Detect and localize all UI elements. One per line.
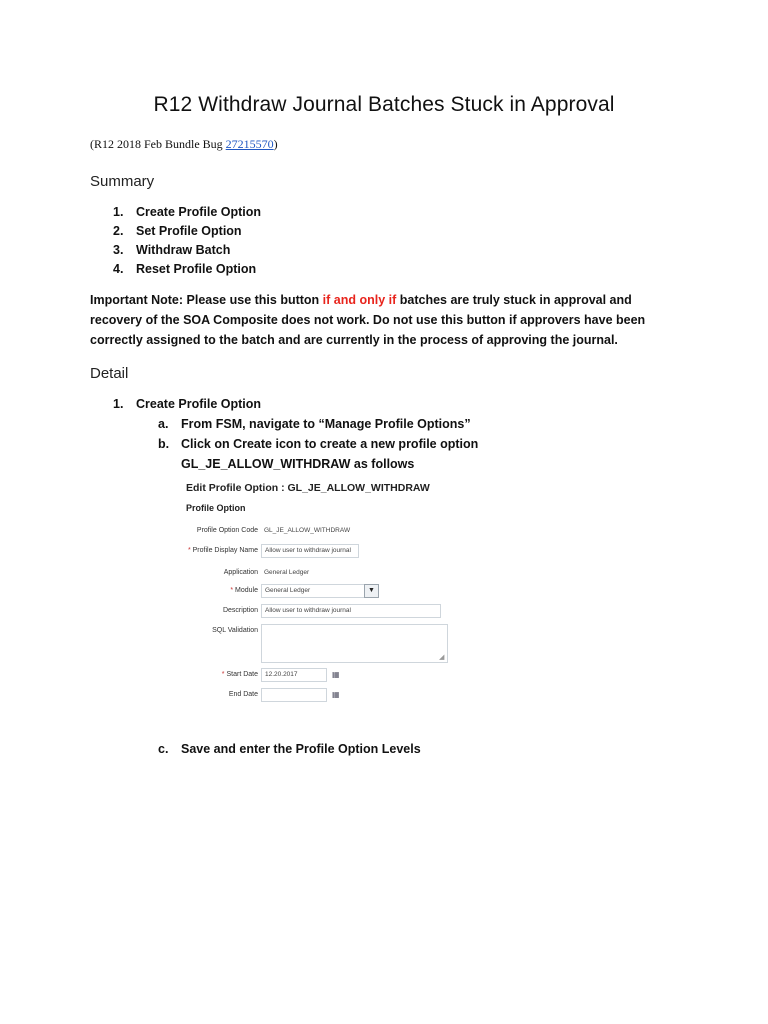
list-number: 4. <box>113 262 124 276</box>
list-number: 1. <box>113 397 124 411</box>
required-indicator: * <box>187 547 191 554</box>
list-text: Reset Profile Option <box>136 262 257 276</box>
sub-item-text: Save and enter the Profile Option Levels <box>181 742 421 756</box>
profile-option-code-row <box>180 524 480 540</box>
calendar-icon[interactable]: ▦ <box>332 690 340 699</box>
field-label: Profile Display Name <box>192 547 258 554</box>
summary-heading: Summary <box>90 173 155 190</box>
start-date-row <box>180 668 480 684</box>
application-value: General Ledger <box>264 569 310 576</box>
field-label: SQL Validation <box>212 627 258 634</box>
field-label: Application <box>223 569 258 576</box>
field-label: Module <box>235 587 258 594</box>
form-title: Edit Profile Option : GL_JE_ALLOW_WITHDRAW <box>186 482 430 494</box>
list-text: Withdraw Batch <box>136 243 231 257</box>
application-row <box>180 566 480 582</box>
field-label: Profile Option Code <box>196 527 258 534</box>
list-text: Create Profile Option <box>136 397 262 411</box>
note-prefix: Important Note: Please use this button <box>90 293 323 307</box>
sub-item-letter: b. <box>158 437 170 451</box>
sub-item-letter: a. <box>158 417 169 431</box>
bug-reference-prefix: (R12 2018 Feb Bundle Bug <box>90 137 226 151</box>
list-number: 2. <box>113 224 124 238</box>
profile-display-name-row <box>180 544 480 560</box>
sub-item-text: From FSM, navigate to “Manage Profile Options” <box>181 417 471 431</box>
bug-reference-suffix: ) <box>273 137 278 151</box>
important-note <box>90 290 686 350</box>
description-input[interactable]: Allow user to withdraw journal <box>261 604 441 618</box>
edit-profile-option-form <box>180 478 480 708</box>
bug-number-link[interactable]: 27215570 <box>225 137 274 151</box>
end-date-input[interactable] <box>261 688 327 702</box>
document-title: R12 Withdraw Journal Batches Stuck in Approval <box>153 93 615 116</box>
required-indicator: * <box>221 671 225 678</box>
profile-option-code-value: GL_JE_ALLOW_WITHDRAW <box>264 527 351 534</box>
resize-handle-icon[interactable]: ◢ <box>439 654 445 661</box>
chevron-down-icon[interactable]: ▼ <box>364 584 379 598</box>
required-indicator: * <box>230 587 234 594</box>
note-suffix: batches are truly stuck in approval and recovery of the SOA Composite does not work. Do not use this button if approvers have been correctly assigned to the batch and are currently in the process of approving the journal. <box>90 293 646 347</box>
bug-reference <box>90 137 278 152</box>
profile-display-name-input[interactable]: Allow user to withdraw journal <box>261 544 359 558</box>
description-row <box>180 604 480 620</box>
sub-item-letter: c. <box>158 742 169 756</box>
sql-validation-textarea[interactable] <box>261 624 448 663</box>
list-number: 3. <box>113 243 124 257</box>
calendar-icon[interactable]: ▦ <box>332 670 340 679</box>
module-row <box>180 584 480 600</box>
field-label: Description <box>222 607 258 614</box>
list-number: 1. <box>113 205 124 219</box>
detail-heading: Detail <box>90 365 129 382</box>
note-highlight: if and only if <box>322 293 397 307</box>
module-select[interactable]: General Ledger <box>261 584 365 598</box>
form-section-title: Profile Option <box>186 503 246 513</box>
field-label: Start Date <box>226 671 258 678</box>
sql-validation-row <box>180 624 480 664</box>
end-date-row <box>180 688 480 704</box>
list-text: Set Profile Option <box>136 224 242 238</box>
field-label: End Date <box>228 691 258 698</box>
sub-item-text: Click on Create icon to create a new profile option GL_JE_ALLOW_WITHDRAW as follows <box>181 437 479 471</box>
start-date-input[interactable]: 12.20.2017 <box>261 668 327 682</box>
list-text: Create Profile Option <box>136 205 262 219</box>
